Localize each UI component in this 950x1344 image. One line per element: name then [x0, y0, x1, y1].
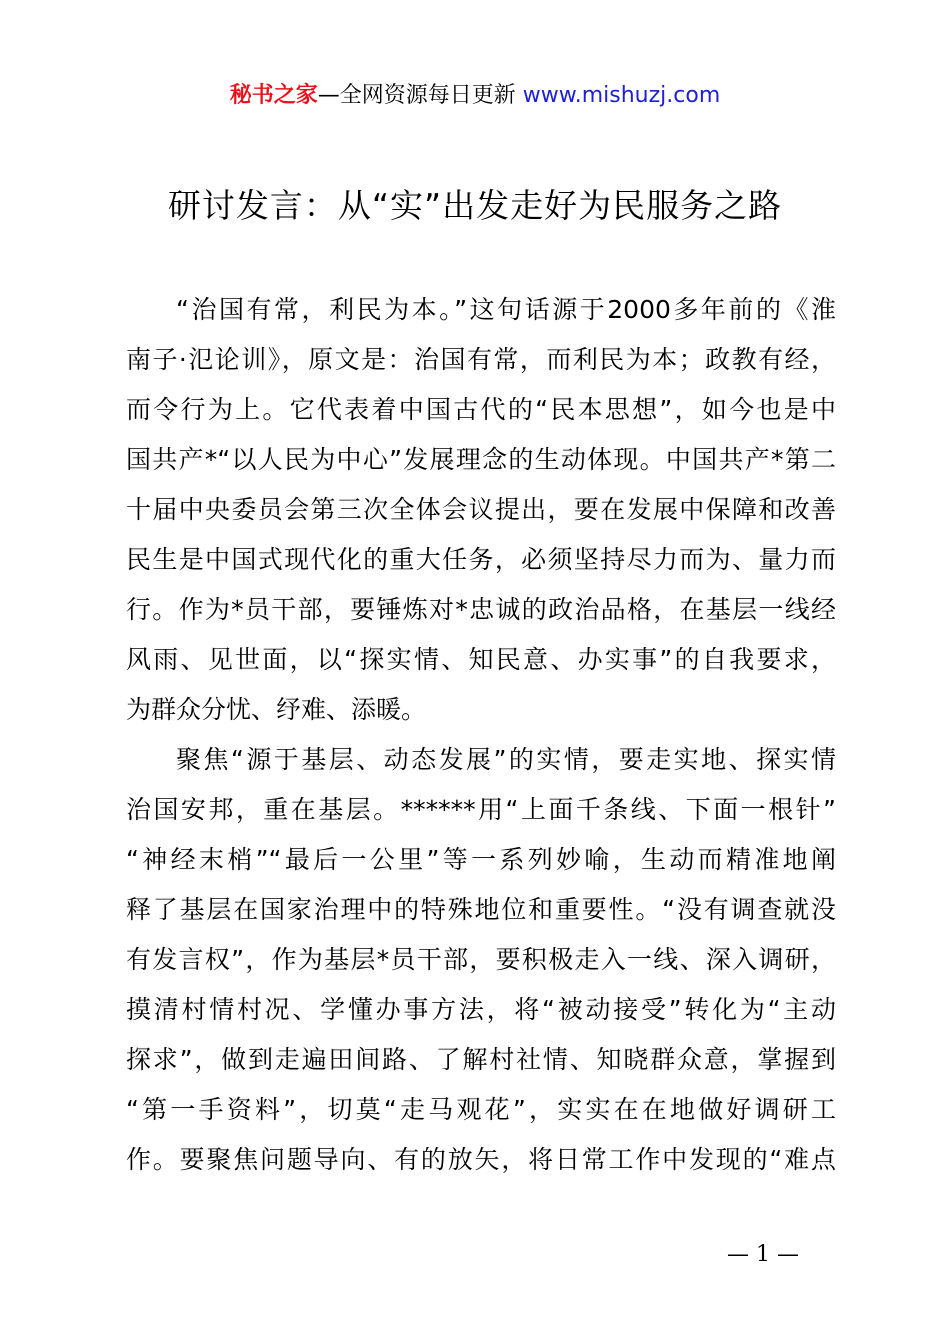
text-line: 行。作为*员干部，要锤炼对*忠诚的政治品格，在基层一线经 — [126, 595, 836, 624]
text-line: “神经末梢”“最后一公里”等一系列妙喻，生动而精准地阐 — [126, 845, 836, 874]
text-line: 有发言权”，作为基层*员干部，要积极走入一线、深入调研， — [126, 945, 836, 974]
text-line: 治国安邦，重在基层。******用“上面千条线、下面一根针” — [126, 795, 836, 824]
document-body — [126, 285, 836, 1185]
text-line: 作。要聚焦问题导向、有的放矢，将日常工作中发现的“难点 — [126, 1145, 836, 1174]
document-title: 研讨发言：从“实”出发走好为民服务之路 — [167, 186, 783, 225]
text-line: “第一手资料”，切莫“走马观花”，实实在在地做好调研工 — [126, 1095, 836, 1124]
paragraph — [126, 735, 836, 1185]
site-header — [0, 80, 950, 112]
text-line: 国共产*“以人民为中心”发展理念的生动体现。中国共产*第二 — [126, 445, 836, 474]
text-line: 风雨、见世面，以“探实情、知民意、办实事”的自我要求， — [126, 645, 836, 674]
text-line: “治国有常，利民为本。”这句话源于2000多年前的《淮 — [176, 295, 836, 324]
paragraph — [126, 285, 836, 735]
text-line: 南子·氾论训》，原文是：治国有常，而利民为本；政教有经， — [126, 345, 836, 374]
text-line: 探求”，做到走遍田间路、了解村社情、知晓群众意，掌握到 — [126, 1045, 836, 1074]
text-line: 摸清村情村况、学懂办事方法，将“被动接受”转化为“主动 — [126, 995, 836, 1024]
page-number: — 1 — — [727, 1242, 799, 1267]
text-line: 十届中央委员会第三次全体会议提出，要在发展中保障和改善 — [126, 495, 836, 524]
text-line: 释了基层在国家治理中的特殊地位和重要性。“没有调查就没 — [126, 895, 836, 924]
site-url[interactable]: www.mishuzj.com — [522, 83, 721, 108]
text-line: 为群众分忧、纾难、添暖。 — [126, 695, 427, 724]
site-brand: 秘书之家 — [229, 83, 318, 108]
site-tagline: —全网资源每日更新 — [317, 83, 523, 108]
text-line: 聚焦“源于基层、动态发展”的实情，要走实地、探实情 — [176, 745, 836, 774]
text-line: 而令行为上。它代表着中国古代的“民本思想”，如今也是中 — [126, 395, 836, 424]
text-line: 民生是中国式现代化的重大任务，必须坚持尽力而为、量力而 — [126, 545, 836, 574]
